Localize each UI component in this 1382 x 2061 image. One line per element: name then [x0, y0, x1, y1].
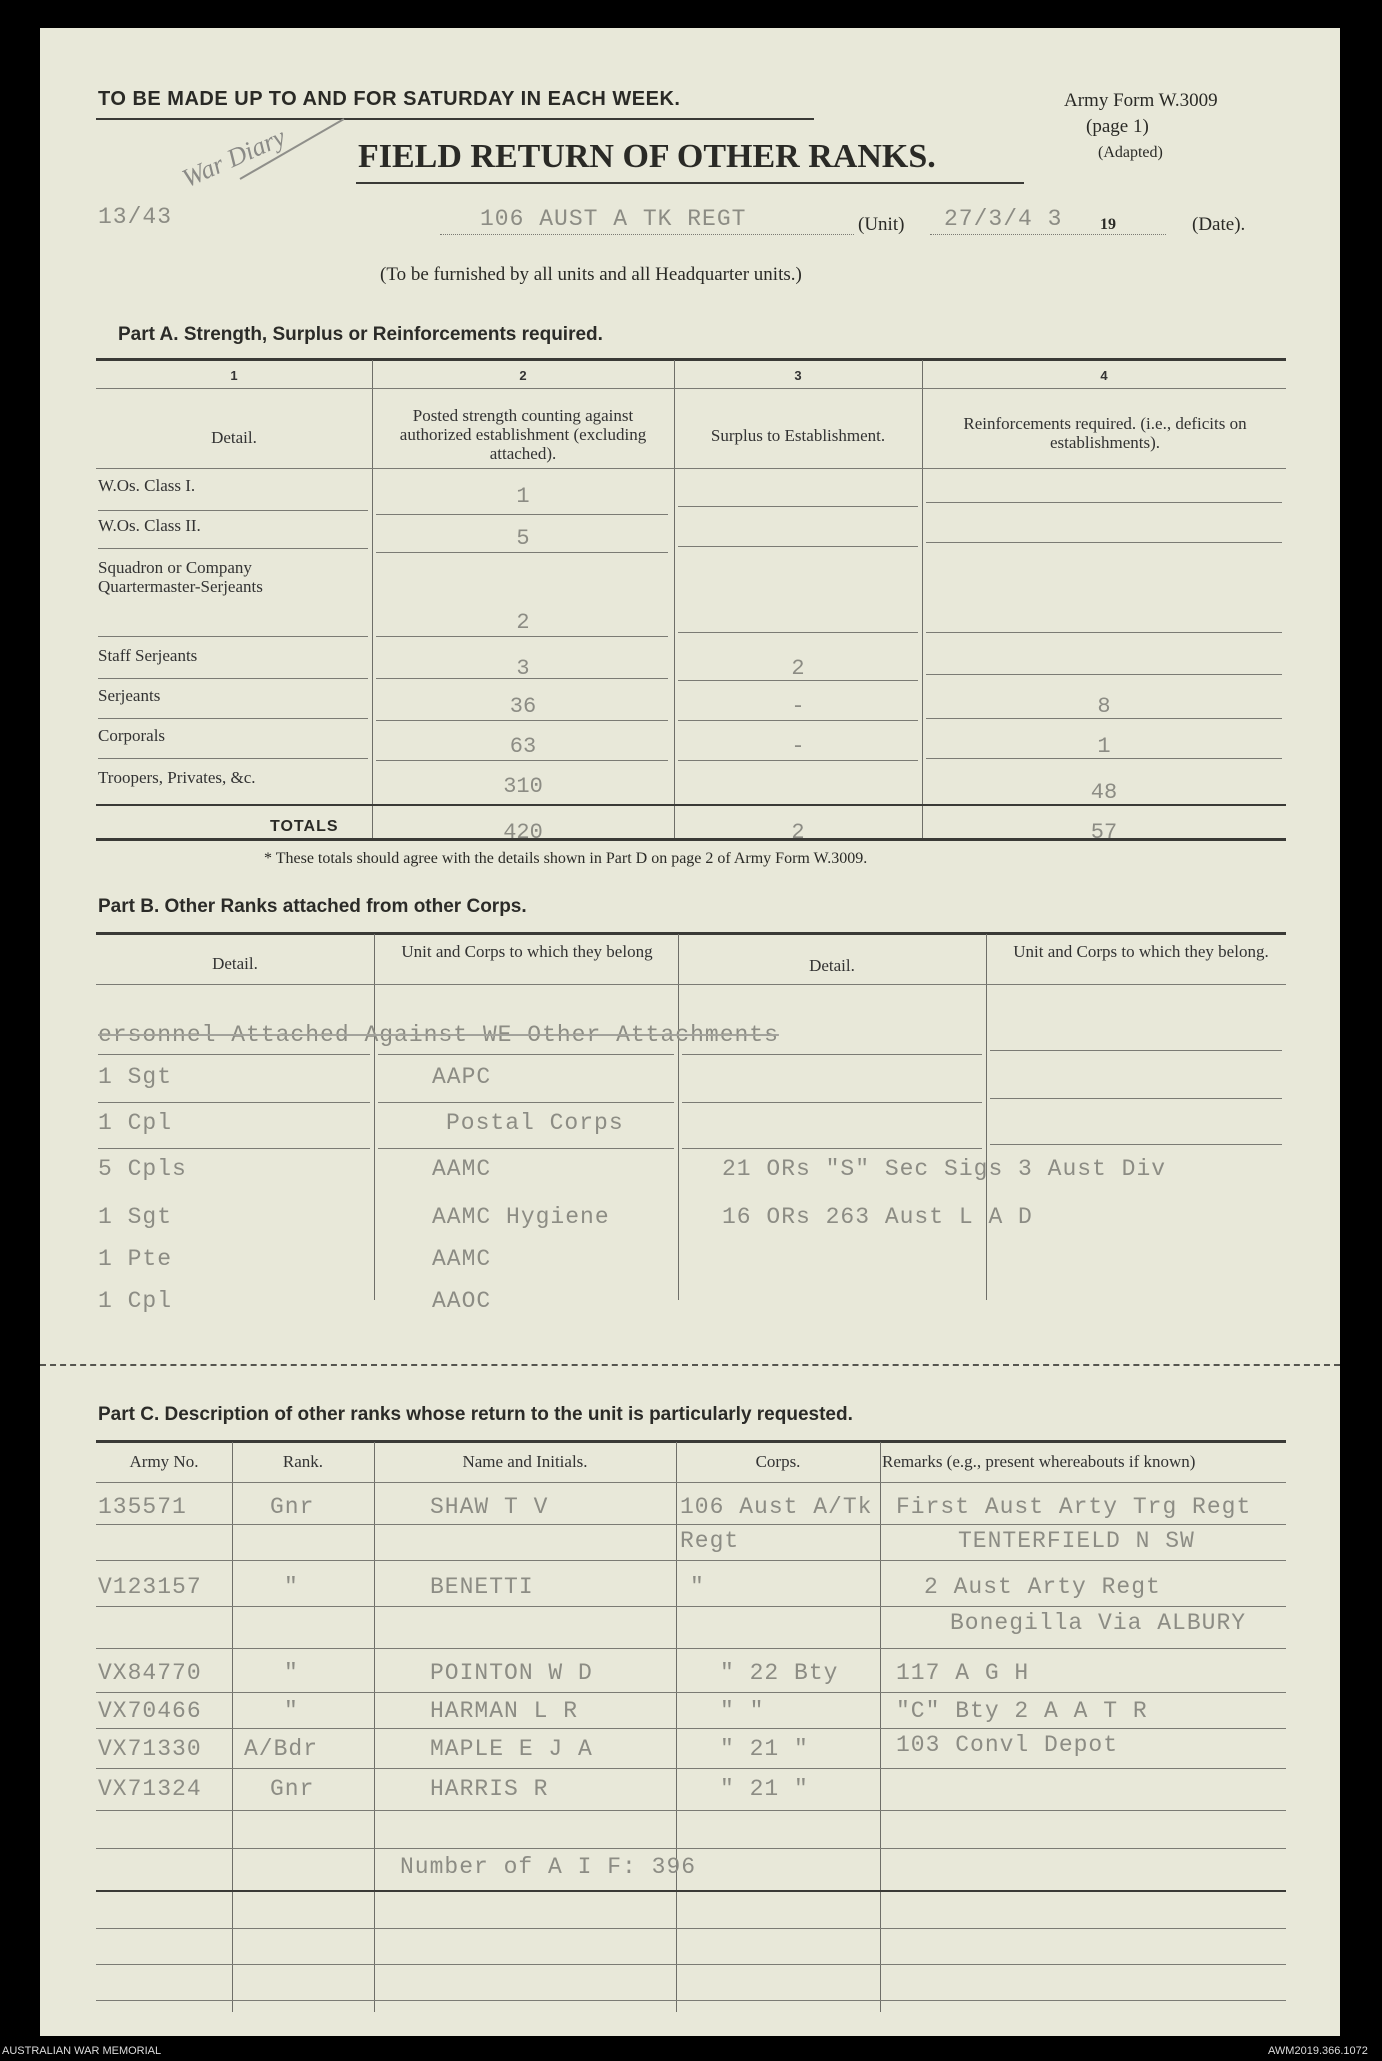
part-a-header-detail: Detail.: [211, 428, 257, 447]
part-a-header-posted: Posted strength counting against authorized establishment (excluding attached).: [399, 406, 647, 463]
row-rule: [98, 678, 368, 679]
row-rule: [378, 1054, 674, 1055]
row-corps: " 22 Bty: [720, 1660, 839, 1686]
row-corps: " ": [720, 1698, 765, 1724]
row-rule: [990, 1144, 1282, 1145]
row-army-no: VX71324: [98, 1776, 202, 1802]
row-rule: [376, 514, 668, 515]
row-posted: 310: [503, 774, 543, 799]
row-corps: Postal Corps: [446, 1110, 624, 1136]
row-posted: 5: [516, 526, 530, 551]
row-rule: [926, 758, 1282, 759]
part-c-divider-1: [232, 1442, 233, 2012]
row-posted: 2: [516, 610, 530, 635]
row-rule: [926, 632, 1282, 633]
row-corps: " 21 ": [720, 1776, 809, 1802]
row-name: POINTON W D: [430, 1660, 593, 1686]
row-detail: 1 Pte: [98, 1246, 173, 1272]
row-reinforcements: 1: [1097, 734, 1111, 759]
row-corps: AAMC: [432, 1156, 492, 1182]
furnish-note: (To be furnished by all units and all Headquarter units.): [380, 264, 802, 285]
row-rule: [678, 632, 918, 633]
row-rule: [378, 1102, 674, 1103]
adapted-note: (Adapted): [1098, 144, 1163, 161]
row-detail: Squadron or Company Quartermaster-Serjeants: [98, 558, 263, 596]
part-c-header-corps: Corps.: [755, 1452, 801, 1471]
row-rule: [96, 2000, 1286, 2001]
row-rule: [682, 1102, 982, 1103]
part-b-title: Part B. Other Ranks attached from other Corps.: [98, 896, 527, 917]
row-rule: [98, 1102, 370, 1103]
row-corps: AAOC: [432, 1288, 492, 1314]
row-rank: A/Bdr: [244, 1736, 319, 1762]
handwritten-note: War Diary: [177, 122, 290, 194]
col-number-2: 2: [519, 368, 527, 383]
totals-posted: 420: [503, 820, 543, 845]
row-detail: 1 Cpl: [98, 1110, 173, 1136]
date-label: (Date).: [1192, 214, 1246, 235]
part-b-header-unit-corps: Unit and Corps to which they belong: [401, 942, 653, 961]
row-rule: [678, 506, 918, 507]
row-rule: [376, 720, 668, 721]
row-detail: Serjeants: [98, 686, 161, 705]
row-army-no: V123157: [98, 1574, 202, 1600]
row-army-no: VX71330: [98, 1736, 202, 1762]
part-c-header-remarks: Remarks (e.g., present whereabouts if known): [882, 1452, 1196, 1471]
part-a-footnote: * These totals should agree with the details shown in Part D on page 2 of Army Form W.3009.: [264, 850, 868, 867]
row-corps: AAMC Hygiene: [432, 1204, 610, 1230]
row-army-no: VX70466: [98, 1698, 202, 1724]
row-corps: " 21 ": [720, 1736, 809, 1762]
row-surplus: 2: [791, 656, 805, 681]
reference-number: 13/43: [98, 204, 173, 230]
row-army-no: 135571: [98, 1494, 187, 1520]
part-a-header-surplus: Surplus to Establishment.: [710, 426, 886, 445]
row-detail: Staff Serjeants: [98, 646, 198, 665]
part-b-divider-3: [986, 934, 987, 1300]
col-number-3: 3: [794, 368, 802, 383]
row-corps: AAPC: [432, 1064, 492, 1090]
row-corps: AAMC: [432, 1246, 492, 1272]
row-rule: [378, 1148, 674, 1149]
row-rule: [376, 760, 668, 761]
row-rank: Gnr: [270, 1776, 315, 1802]
row-rule: [926, 542, 1282, 543]
row-rule: [376, 636, 668, 637]
row-name: SHAW T V: [430, 1494, 549, 1520]
form-page: [40, 28, 1340, 2036]
row-detail: W.Os. Class I.: [98, 476, 196, 495]
totals-reinforcements: 57: [1090, 820, 1118, 845]
row-rule: [96, 1964, 1286, 1965]
instruction-heading: TO BE MADE UP TO AND FOR SATURDAY IN EACH WEEK.: [98, 88, 681, 110]
row-rule: [96, 1560, 1286, 1561]
row-rule: [96, 1768, 1286, 1769]
col-number-1: 1: [230, 368, 238, 383]
part-c-top-rule: [96, 1440, 1286, 1443]
row-rule: [926, 718, 1282, 719]
instruction-underline: [96, 118, 814, 120]
part-a-divider-1: [372, 360, 373, 838]
part-a-top-rule: [96, 358, 1286, 361]
row-rule: [678, 720, 918, 721]
row-reinforcements: 8: [1097, 694, 1111, 719]
row-rule: [682, 1148, 982, 1149]
row-detail-2: 16 ORs 263 Aust L A D: [722, 1204, 1033, 1230]
row-rule: [678, 760, 918, 761]
row-posted: 36: [509, 694, 537, 719]
row-detail: 1 Sgt: [98, 1064, 173, 1090]
part-a-header-rule: [96, 468, 1286, 469]
row-rule: [98, 718, 368, 719]
row-name: BENETTI: [430, 1574, 534, 1600]
row-rule: [96, 1890, 1286, 1892]
row-rule: [376, 678, 668, 679]
row-posted: 3: [516, 656, 530, 681]
row-rule: [96, 1928, 1286, 1929]
part-b-header-detail-2: Detail.: [809, 956, 855, 975]
title-underline: [356, 182, 1024, 184]
row-detail: Corporals: [98, 726, 166, 745]
row-rule: [98, 636, 368, 637]
row-rule: [682, 1054, 982, 1055]
part-c-header-rank: Rank.: [282, 1452, 324, 1471]
part-a-divider-3: [922, 360, 923, 838]
row-detail: 5 Cpls: [98, 1156, 187, 1182]
unit-value: 106 AUST A TK REGT: [480, 206, 747, 232]
row-rule: [96, 1810, 1286, 1811]
row-surplus: -: [791, 694, 805, 719]
row-rule: [926, 502, 1282, 503]
part-a-bottom-rule: [96, 838, 1286, 841]
row-remarks: 103 Convl Depot: [896, 1732, 1119, 1758]
row-corps: ": [690, 1574, 705, 1600]
row-rule: [98, 1054, 370, 1055]
unit-dotted-line: [440, 234, 854, 235]
row-rank: ": [284, 1698, 299, 1724]
date-value: 27/3/4 3: [944, 206, 1063, 232]
row-rule: [98, 1148, 370, 1149]
part-b-header-unit-corps-2: Unit and Corps to which they belong.: [1013, 942, 1269, 961]
row-rule: [98, 758, 368, 759]
row-detail: 1 Sgt: [98, 1204, 173, 1230]
part-b-top-rule: [96, 932, 1286, 935]
part-b-heading-row: ersonnel Attached Against WE Other Attachments: [98, 1022, 779, 1048]
part-c-title: Part C. Description of other ranks whose return to the unit is particularly requested.: [98, 1404, 853, 1425]
dashed-separator: [40, 1364, 1340, 1366]
row-surplus: -: [791, 734, 805, 759]
row-detail: W.Os. Class II.: [98, 516, 201, 535]
row-rank: ": [284, 1574, 299, 1600]
row-rule: [98, 510, 368, 511]
totals-surplus: 2: [791, 820, 805, 845]
part-b-header-rule: [96, 984, 1286, 985]
row-remarks: Bonegilla Via ALBURY: [950, 1610, 1247, 1636]
row-army-no: VX84770: [98, 1660, 202, 1686]
part-a-title: Part A. Strength, Surplus or Reinforcements required.: [118, 324, 603, 345]
aif-count-note: Number of A I F: 396: [400, 1854, 697, 1880]
row-rank: Gnr: [270, 1494, 315, 1520]
row-name: HARRIS R: [430, 1776, 549, 1802]
part-b-divider-1: [374, 934, 375, 1300]
row-remarks: "C" Bty 2 A A T R: [896, 1698, 1148, 1724]
row-rule: [96, 1848, 1286, 1849]
date-dotted-line: [930, 234, 1166, 235]
row-detail: 1 Cpl: [98, 1288, 173, 1314]
page-number: (page 1): [1086, 116, 1149, 137]
row-posted: 63: [509, 734, 537, 759]
row-rank: ": [284, 1660, 299, 1686]
row-remarks: First Aust Arty Trg Regt: [896, 1494, 1252, 1520]
part-c-divider-2: [374, 1442, 375, 2012]
unit-label: (Unit): [858, 214, 905, 235]
part-c-divider-4: [880, 1442, 881, 2012]
part-c-header-name: Name and Initials.: [462, 1452, 588, 1471]
col-number-rule: [96, 388, 1286, 389]
row-rule: [990, 1098, 1282, 1099]
year-prefix: 19: [1100, 216, 1116, 233]
part-b-divider-2: [678, 934, 679, 1300]
row-corps: 106 Aust A/Tk: [680, 1494, 873, 1520]
row-name: HARMAN L R: [430, 1698, 579, 1724]
totals-rule: [96, 804, 1286, 806]
row-reinforcements: 48: [1090, 780, 1118, 805]
part-b-header-detail: Detail.: [212, 954, 258, 973]
archive-reference: AWM2019.366.1072: [1268, 2045, 1368, 2057]
totals-label: TOTALS: [270, 818, 339, 835]
form-number: Army Form W.3009: [1064, 90, 1218, 111]
row-posted: 1: [516, 484, 530, 509]
col-number-4: 4: [1100, 368, 1108, 383]
row-rule: [376, 552, 668, 553]
row-remarks: 117 A G H: [896, 1660, 1030, 1686]
row-detail: Troopers, Privates, &c.: [98, 768, 256, 787]
row-name: MAPLE E J A: [430, 1736, 593, 1762]
part-c-header-army-no: Army No.: [129, 1452, 199, 1471]
form-title: FIELD RETURN OF OTHER RANKS.: [358, 138, 936, 175]
row-rule: [98, 548, 368, 549]
archive-credit: AUSTRALIAN WAR MEMORIAL: [2, 2045, 162, 2057]
row-rule: [990, 1050, 1282, 1051]
row-rule: [96, 1648, 1286, 1649]
row-rule: [678, 546, 918, 547]
row-corps: Regt: [680, 1528, 740, 1554]
row-rule: [96, 1606, 1286, 1607]
part-a-divider-2: [674, 360, 675, 838]
part-c-header-rule: [96, 1482, 1286, 1483]
row-remarks: 2 Aust Arty Regt: [924, 1574, 1161, 1600]
part-a-header-reinforcements: Reinforcements required. (i.e., deficits on establishments).: [963, 414, 1247, 452]
part-c-divider-3: [676, 1442, 677, 2012]
row-rule: [96, 1692, 1286, 1693]
row-detail-2: 21 ORs "S" Sec Sigs 3 Aust Div: [722, 1156, 1167, 1182]
row-rule: [96, 1524, 1286, 1525]
row-remarks: TENTERFIELD N SW: [958, 1528, 1195, 1554]
row-rule: [926, 674, 1282, 675]
row-rule: [678, 680, 918, 681]
row-rule: [96, 1728, 1286, 1729]
